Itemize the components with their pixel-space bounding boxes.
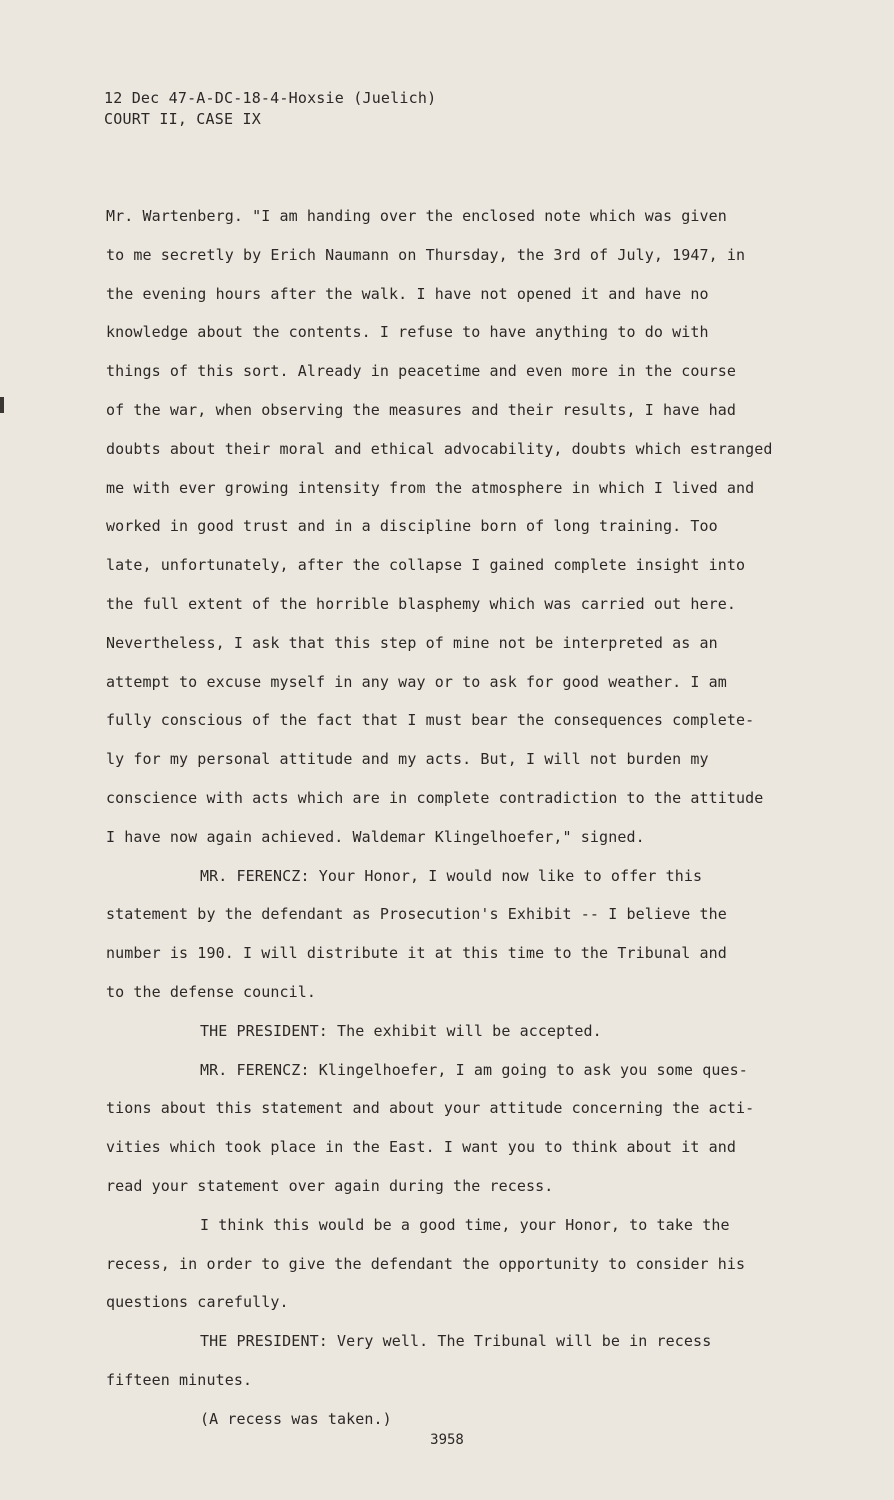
text-line: THE PRESIDENT: The exhibit will be accepted. <box>200 1021 602 1040</box>
transcript-body <box>106 197 818 1439</box>
text-line: (A recess was taken.) <box>200 1409 392 1428</box>
text-line: statement by the defendant as Prosecution's Exhibit -- I believe the <box>106 905 727 924</box>
text-line: the evening hours after the walk. I have not opened it and have no <box>106 284 709 303</box>
text-line: of the war, when observing the measures and their results, I have had <box>106 400 737 419</box>
text-line: questions carefully. <box>106 1293 289 1312</box>
text-line: read your statement over again during the recess. <box>106 1176 554 1195</box>
text-line: THE PRESIDENT: Very well. The Tribunal will be in recess <box>200 1332 712 1351</box>
text-line: vities which took place in the East. I want you to think about it and <box>106 1138 737 1157</box>
text-line: MR. FERENCZ: Klingelhoefer, I am going to ask you some ques- <box>200 1060 748 1079</box>
header-line-2: COURT II, CASE IX <box>104 110 261 128</box>
text-line: attempt to excuse myself in any way or to ask for good weather. I am <box>106 672 727 691</box>
text-line: to me secretly by Erich Naumann on Thursday, the 3rd of July, 1947, in <box>106 245 746 264</box>
text-line: ly for my personal attitude and my acts. But, I will not burden my <box>106 750 709 769</box>
text-line: conscience with acts which are in complete contradiction to the attitude <box>106 788 764 807</box>
text-line: Mr. Wartenberg. "I am handing over the enclosed note which was given <box>106 207 727 225</box>
text-line: fully conscious of the fact that I must bear the consequences complete- <box>106 711 755 730</box>
text-line: tions about this statement and about your attitude concerning the acti- <box>106 1099 755 1118</box>
text-line: number is 190. I will distribute it at this time to the Tribunal and <box>106 944 727 963</box>
text-line: MR. FERENCZ: Your Honor, I would now like to offer this <box>200 866 703 885</box>
text-line: worked in good trust and in a discipline born of long training. Too <box>106 517 718 536</box>
text-line: the full extent of the horrible blasphemy which was carried out here. <box>106 594 737 613</box>
text-line: fifteen minutes. <box>106 1370 253 1389</box>
text-line: Nevertheless, I ask that this step of mine not be interpreted as an <box>106 633 718 652</box>
page-number: 3958 <box>430 1432 464 1448</box>
text-line: late, unfortunately, after the collapse I gained complete insight into <box>106 556 746 575</box>
text-line: to the defense council. <box>106 982 317 1001</box>
header-line-1: 12 Dec 47-A-DC-18-4-Hoxsie (Juelich) <box>104 89 437 107</box>
text-line: I think this would be a good time, your Honor, to take the <box>200 1215 730 1234</box>
text-line: me with ever growing intensity from the atmosphere in which I lived and <box>106 478 755 497</box>
text-line: recess, in order to give the defendant the opportunity to consider his <box>106 1254 746 1273</box>
binding-mark <box>0 397 4 413</box>
text-line: knowledge about the contents. I refuse to have anything to do with <box>106 323 709 342</box>
text-line: things of this sort. Already in peacetime and even more in the course <box>106 362 737 381</box>
text-line: doubts about their moral and ethical advocability, doubts which estranged <box>106 439 773 458</box>
text-line: I have now again achieved. Waldemar Klingelhoefer," signed. <box>106 827 645 846</box>
document-header <box>104 88 436 130</box>
